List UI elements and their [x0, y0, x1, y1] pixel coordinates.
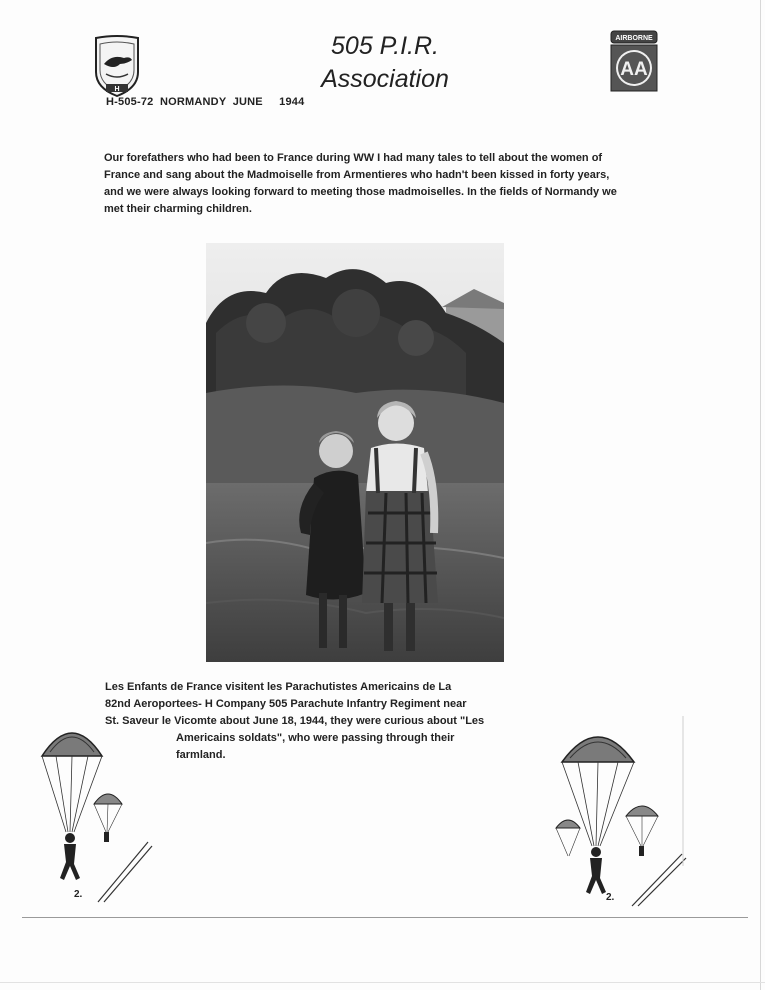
right-mark: 2. [606, 892, 615, 903]
left-mark: 2. [74, 889, 83, 900]
caption-line-3: St. Saveur le Vicomte about June 18, 1944, they were curious about "Les [105, 715, 485, 727]
bottom-rule [22, 917, 748, 918]
regiment-crest-icon [92, 34, 142, 98]
parachutist-right-icon [548, 716, 688, 908]
patch-top-text: AIRBORNE [615, 35, 653, 42]
caption-line-2: 82nd Aeroportees- H Company 505 Parachute Infantry Regiment near [105, 698, 467, 710]
parachutist-left-icon [36, 712, 156, 904]
caption-line-5: farmland. [176, 749, 226, 761]
photo-two-children-icon [206, 243, 504, 662]
caption-line-1: Les Enfants de France visitent les Parachutistes Americains de La [105, 681, 452, 693]
intro-paragraph: Our forefathers who had been to France during WW I had many tales to tell about the women of France and sang about the Madmoiselle from Armentieres who hadn't been kissed in forty years, and we were always looking forward to meeting those madmoiselles. In the fields of Normandy we met their charming children. [104, 152, 617, 215]
ref-code: H-505-72 [106, 96, 154, 108]
caption-line-4: Americains soldats", who were passing through their [176, 732, 455, 744]
caption-block [105, 679, 625, 730]
title-line-1: 505 P.I.R. [331, 32, 439, 60]
reference-line [106, 96, 304, 108]
association-title [300, 30, 470, 96]
page-edge-bottom [0, 982, 765, 983]
crest-text: H [114, 86, 120, 93]
ref-place: NORMANDY [159, 96, 227, 108]
patch-letters: AA [620, 59, 648, 80]
title-line-2: Association [321, 65, 449, 93]
caption-block-continued [176, 730, 556, 764]
ref-year: 1944 [279, 96, 305, 108]
airborne-patch-icon [610, 30, 658, 92]
page-edge-right [760, 0, 761, 990]
ref-month: JUNE [232, 96, 263, 108]
